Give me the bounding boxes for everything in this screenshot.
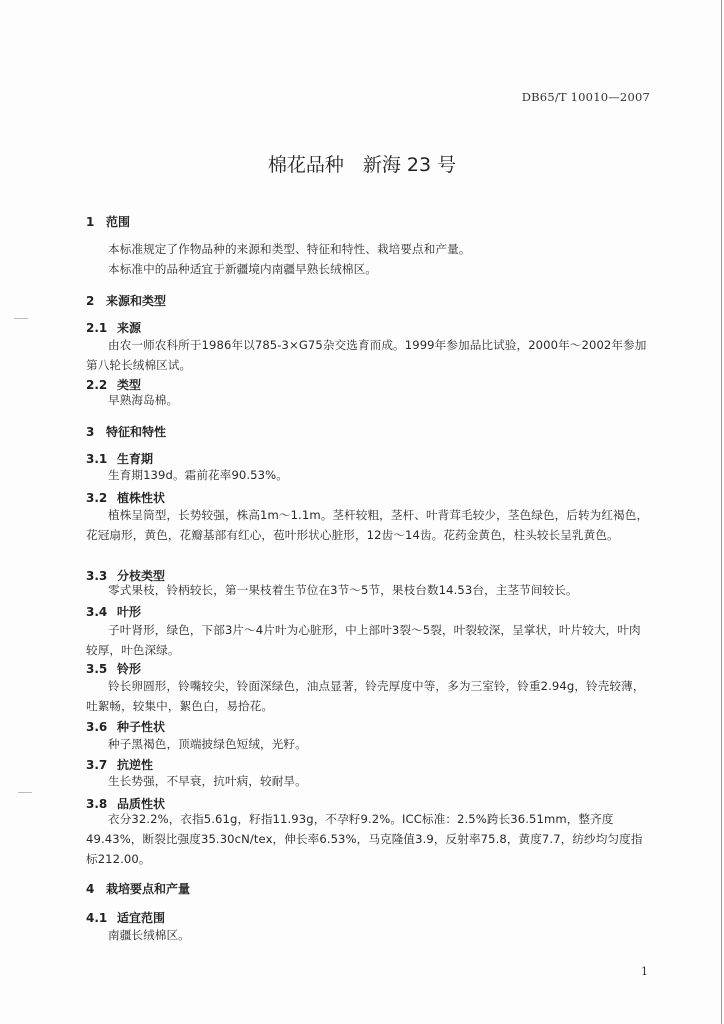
subsection-title: 品质性状	[117, 797, 166, 811]
section-2-heading	[86, 292, 166, 309]
paragraph: 早熟海岛棉。	[108, 393, 179, 407]
paragraph: 本标准规定了作物品种的来源和类型、特征和特性、栽培要点和产量。	[108, 242, 471, 256]
subsection-number: 3.7	[86, 758, 108, 772]
paragraph: 南疆长绒棉区。	[108, 928, 190, 942]
subsection-number: 3.1	[86, 452, 108, 466]
section-number: 2	[86, 294, 95, 308]
paragraph: 植株呈筒型，长势较强，株高1m～1.1m。茎杆较粗，茎杆、叶背茸毛较少，茎色绿色，后转为红褐色，花冠扇形，黄色，花瓣基部有红心，苞叶形状心脏形，12齿～14齿。花药金黄色，柱头较长呈乳黄色。	[86, 508, 649, 542]
paragraph: 本标准中的品种适宜于新疆境内南疆早熟长绒棉区。	[108, 262, 377, 276]
paragraph: 零式果枝，铃柄较长，第一果枝着生节位在3节～5节，果枝台数14.53台，主茎节间较长。	[108, 583, 578, 597]
subsection-number: 3.8	[86, 797, 108, 811]
subsection-title: 种子性状	[117, 720, 166, 734]
section-title: 特征和特性	[106, 425, 167, 439]
scan-mark	[18, 792, 32, 793]
paragraph: 衣分32.2%，衣指5.61g，籽指11.93g，不孕籽9.2%。ICC标准：2.5%跨长36.51mm，整齐度49.43%，断裂比强度35.30cN/tex，伸长率6.53%，马克隆值3.9，反射率75.8，黄度7.7，纺纱均匀度指标212.00。	[86, 812, 643, 866]
paragraph: 子叶肾形，绿色，下部3片～4片叶为心脏形，中上部叶3裂～5裂，叶裂较深，呈掌状，叶片较大，叶肉较厚，叶色深绿。	[86, 623, 641, 657]
page-title: 棉花品种 新海 23 号	[267, 154, 457, 176]
section-title: 栽培要点和产量	[106, 882, 191, 896]
subsection-number: 3.3	[86, 569, 108, 583]
page-number: 1	[641, 965, 648, 978]
subsection-number: 2.2	[86, 378, 108, 392]
subsection-3-4-heading	[86, 603, 141, 620]
subsection-3-2-heading	[86, 489, 165, 506]
paragraph: 铃长卵圆形，铃嘴较尖，铃面深绿色，油点显著，铃壳厚度中等，多为三室铃，铃重2.94g，铃壳较薄，吐絮畅，较集中，絮色白，易拾花。	[86, 679, 645, 713]
subsection-title: 来源	[117, 321, 142, 335]
subsection-number: 3.6	[86, 720, 108, 734]
section-1-heading	[86, 213, 130, 230]
section-number: 3	[86, 425, 95, 439]
subsection-title: 铃形	[117, 662, 142, 676]
subsection-3-6-heading	[86, 718, 165, 735]
paragraph: 种子黑褐色，顶端披绿色短绒，光籽。	[108, 737, 307, 751]
subsection-4-1-heading	[86, 909, 165, 926]
subsection-number: 3.2	[86, 491, 108, 505]
subsection-title: 抗逆性	[117, 758, 154, 772]
subsection-3-5-heading	[86, 660, 141, 677]
subsection-2-1-heading	[86, 319, 141, 336]
standard-number: DB65/T 10010—2007	[521, 90, 650, 104]
section-4-heading	[86, 880, 190, 897]
subsection-title: 类型	[117, 378, 142, 392]
subsection-title: 植株性状	[117, 491, 166, 505]
paragraph: 生育期139d。霜前花率90.53%。	[108, 468, 288, 482]
section-3-heading	[86, 423, 166, 440]
subsection-number: 3.4	[86, 605, 108, 619]
subsection-number: 4.1	[86, 911, 108, 925]
paragraph: 生长势强，不早衰，抗叶病，较耐旱。	[108, 774, 307, 788]
subsection-number: 2.1	[86, 321, 108, 335]
section-title: 来源和类型	[106, 294, 167, 308]
section-title: 范围	[106, 215, 131, 229]
subsection-title: 分枝类型	[117, 569, 166, 583]
subsection-number: 3.5	[86, 662, 108, 676]
paragraph: 由农一师农科所于1986年以785-3×G75杂交选育而成。1999年参加品比试验，2000年～2002年参加第八轮长绒棉区试。	[86, 338, 647, 372]
subsection-title: 叶形	[117, 605, 142, 619]
section-number: 1	[86, 215, 95, 229]
subsection-title: 生育期	[117, 452, 154, 466]
scan-mark	[14, 318, 28, 319]
subsection-title: 适宜范围	[117, 911, 166, 925]
section-number: 4	[86, 882, 95, 896]
